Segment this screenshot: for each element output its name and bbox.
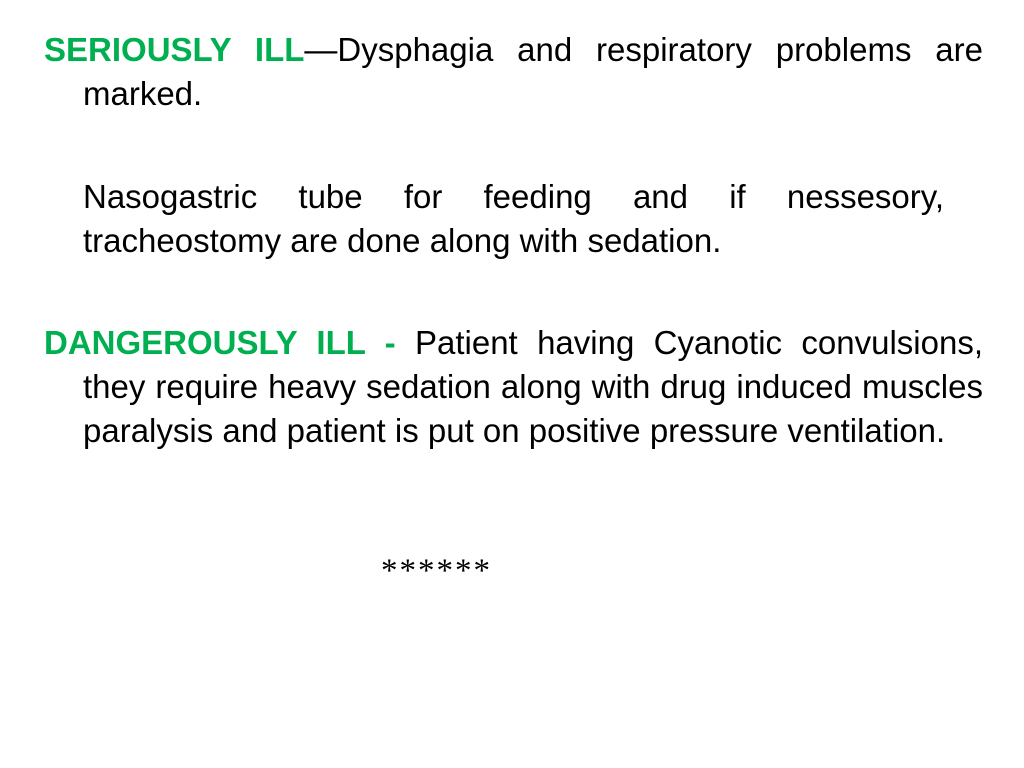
em-dash-separator: — xyxy=(304,31,338,68)
nasogastric-paragraph xyxy=(83,175,944,263)
dangerously-ill-paragraph xyxy=(44,321,983,453)
end-mark: ****** xyxy=(381,553,492,589)
seriously-ill-text: Dysphagia and respiratory problems are marked. xyxy=(83,31,983,112)
seriously-ill-term: SERIOUSLY ILL xyxy=(44,31,305,68)
seriously-ill-paragraph xyxy=(44,28,983,116)
dangerously-ill-term: DANGEROUSLY ILL - xyxy=(44,324,396,361)
nasogastric-text: Nasogastric tube for feeding and if nessesory, tracheostomy are done along with sedation. xyxy=(83,178,944,259)
dangerously-ill-text: Patient having Cyanotic convulsions, they require heavy sedation along with drug induced muscles paralysis and patient is put on positive pressure ventilation. xyxy=(83,324,983,449)
